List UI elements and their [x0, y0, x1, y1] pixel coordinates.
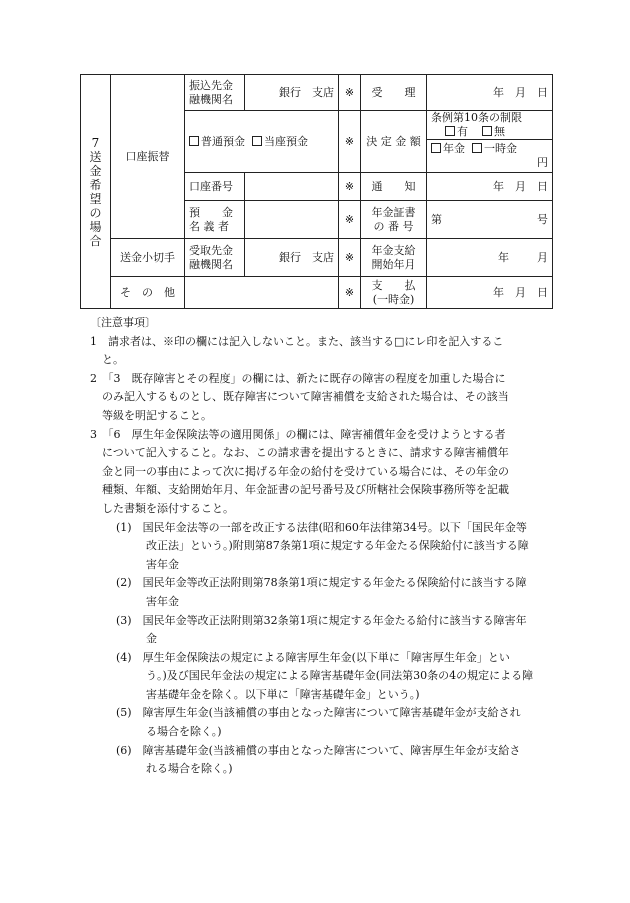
sub-note-5: (5) 障害厚生年金(当該補償の事由となった障害について障害基礎年金が支給され る場合を除く。)	[116, 706, 521, 739]
account-type-options: 普通預金 当座預金	[185, 111, 339, 173]
yokin-meigi-label: 預 金 名 義 者	[185, 201, 245, 239]
tsuchi-date-field[interactable]: 年 月 日	[427, 173, 553, 201]
shiharai-label: 支 払 (一時金)	[361, 277, 427, 309]
sub-note-2: (2) 国民年金等改正法附則第78条第1項に規定する年金たる保険給付に該当する障 害年金	[116, 576, 527, 608]
sonota-field[interactable]	[185, 277, 339, 309]
sonota-label: そ の 他	[111, 277, 185, 309]
koza-bango-field[interactable]	[245, 173, 339, 201]
shikyu-label: 年金支給 開始年月	[361, 239, 427, 277]
nenkin-shosho-field[interactable]: 第 号	[427, 201, 553, 239]
bank-branch-field-2[interactable]: 銀行 支店	[245, 239, 339, 277]
bank-branch-field[interactable]: 銀行 支店	[245, 75, 339, 111]
juri-label: 受 理	[361, 75, 427, 111]
koza-furikae-label: 口座振替	[111, 75, 185, 239]
nashi-checkbox[interactable]	[482, 126, 492, 136]
shiharai-date-field[interactable]: 年 月 日	[427, 277, 553, 309]
futsu-checkbox[interactable]	[189, 136, 199, 146]
sub-note-1: (1) 国民年金法等の一部を改正する法律(昭和60年法律第34号。以下「国民年金等 改正法」という。)附則第87条第1項に規定する年金たる保険給付に該当する障 害年金	[116, 520, 529, 571]
furikomi-label: 振込先金 融機関名	[185, 75, 245, 111]
yokin-meigi-field[interactable]	[245, 201, 339, 239]
kettei-label: 決 定 金 額	[361, 111, 427, 173]
nenkin-shosho-label: 年金証書 の 番 号	[361, 201, 427, 239]
remittance-table: 7 送 金 希 望 の 場 合 口座振替 振込先金 融機関名 銀行 支店 ※ 受 理 年 月 日 普通預金 当座預金 ※ 決 定 金 額 条例第10条の制限 有 無 年金 一時金 円 口座番号 ※ 通 知 年 月 日 預 金 名 義 者 ※ 年金証書 の 番 号 第 号 送金小切手 受取先金 融機関名 銀行 支店 ※ 年金支給 開始年月 年 月 そ の 他 ※ 支 払 (一時金) 年 月 日	[80, 74, 553, 309]
koza-bango-label: 口座番号	[185, 173, 245, 201]
notes-header: 〔注意事項〕	[90, 316, 156, 329]
juri-date-field[interactable]: 年 月 日	[427, 75, 553, 111]
sub-note-3: (3) 国民年金等改正法附則第32条第1項に規定する年金たる給付に該当する障害年 金	[116, 613, 527, 646]
soukin-kogitte-label: 送金小切手	[111, 239, 185, 277]
sub-note-4: (4) 厚生年金保険法の規定による障害厚生年金(以下単に「障害厚生年金」とい う。)及び国民年金法の規定による障害基礎年金(同法第30条の4の規定による障 害基礎年金を除く。以下単に「障害基礎年金」という。)	[116, 650, 534, 701]
note-1: 1 請求者は、※印の欄には記入しないこと。また、該当する□にレ印を記入するこ と。	[90, 334, 504, 367]
amount-cell: 年金 一時金 円	[427, 140, 553, 173]
note-2: 2 「3 既存障害とその程度」の欄には、新たに既存の障害の程度を加重した場合に のみ記入するものとし、既存障害について障害補償を支給された場合は、その該当 等級を明記すること。	[90, 371, 509, 422]
section-7-label: 7 送 金 希 望 の 場 合	[81, 75, 111, 309]
ari-checkbox[interactable]	[445, 126, 455, 136]
nenkin-checkbox[interactable]	[431, 143, 441, 153]
shikyu-field[interactable]: 年 月	[427, 239, 553, 277]
ichijikin-checkbox[interactable]	[472, 143, 482, 153]
sub-note-6: (6) 障害基礎年金(当該補償の事由となった障害について、障害厚生年金が支給さ れる場合を除く。)	[116, 743, 521, 776]
toza-checkbox[interactable]	[252, 136, 262, 146]
uketori-label: 受取先金 融機関名	[185, 239, 245, 277]
notes-section	[80, 314, 550, 779]
jorei-cell: 条例第10条の制限 有 無	[427, 111, 553, 140]
tsuchi-label: 通 知	[361, 173, 427, 201]
note-3: 3 「6 厚生年金保険法等の適用関係」の欄には、障害補償年金を受けようとする者 について記入すること。なお、この請求書を提出するときに、請求する障害補償年 金と同一の事由によって次に掲げる年金の給付を受けている場合には、その年金の 種類、年額、支給開始年月、年金証書の記号番号及び所轄社会保険事務所等を記載 した書類を添付すること。	[90, 427, 509, 515]
